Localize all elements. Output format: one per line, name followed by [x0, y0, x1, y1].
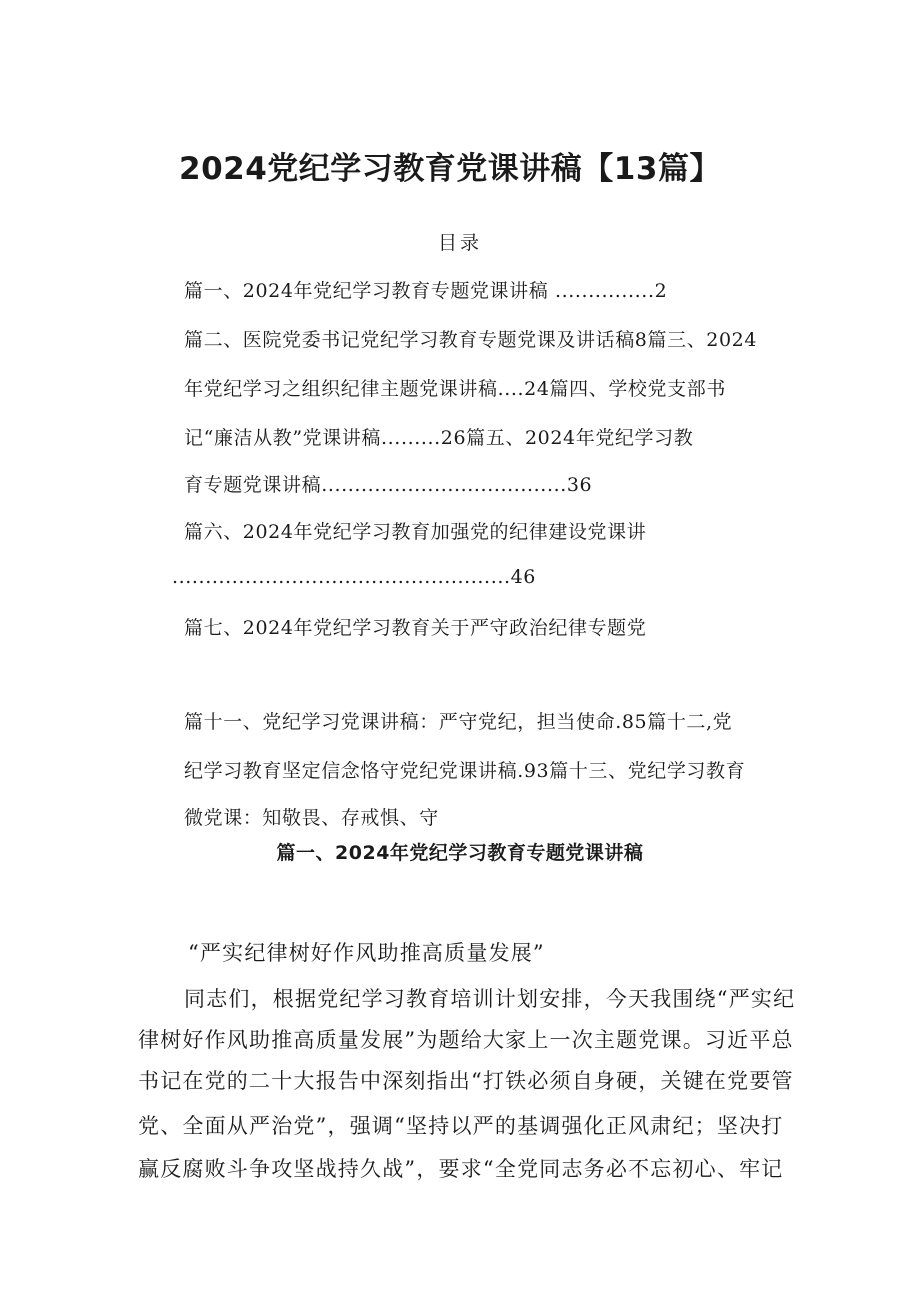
- toc-line: 篇七、2024年党纪学习教育关于严守政治纪律专题党: [184, 617, 647, 639]
- body-paragraph-line: 同志们，根据党纪学习教育培训计划安排，今天我围绕“严实纪: [184, 987, 796, 1011]
- body-paragraph-line: 赢反腐败斗争攻坚战持久战”，要求“全党同志务必不忘初心、牢记: [138, 1157, 784, 1181]
- toc-line: 篇二、医院党委书记党纪学习教育专题党课及讲话稿8篇三、2024: [184, 329, 758, 351]
- toc-heading: 目录: [437, 232, 482, 254]
- body-paragraph-line: 律树好作风助推高质量发展”为题给大家上一次主题党课。习近平总: [138, 1028, 794, 1052]
- toc-line: 育专题党课讲稿.....................................36: [184, 474, 593, 496]
- toc-line: 篇十一、党纪学习党课讲稿：严守党纪，担当使命.85篇十二,党: [184, 711, 733, 733]
- toc-line: 篇一、2024年党纪学习教育专题党课讲稿 ...............2: [184, 280, 668, 302]
- section-title: 篇一、2024年党纪学习教育专题党课讲稿: [276, 842, 644, 864]
- body-paragraph-line: 党、全面从严治党”，强调“坚持以严的基调强化正风肃纪；坚决打: [138, 1114, 784, 1138]
- body-paragraph-line: 书记在党的二十大报告中深刻指出“打铁必须自身硬，关键在党要管: [138, 1069, 794, 1093]
- document-title: 2024党纪学习教育党课讲稿【13篇】: [179, 151, 721, 187]
- toc-line: 篇六、2024年党纪学习教育加强党的纪律建设党课讲: [184, 521, 647, 543]
- toc-line: 纪学习教育坚定信念恪守党纪党课讲稿.93篇十三、党纪学习教育: [184, 760, 746, 782]
- toc-line: 年党纪学习之组织纪律主题党课讲稿....24篇四、学校党支部书: [184, 378, 726, 400]
- toc-line: 微党课：知敬畏、存戒惧、守: [184, 807, 439, 829]
- body-paragraph-line: “严实纪律树好作风助推高质量发展”: [188, 941, 545, 965]
- toc-line: ...................................................46: [172, 566, 536, 588]
- toc-line: 记“廉洁从教”党课讲稿.........26篇五、2024年党纪学习教: [184, 427, 694, 449]
